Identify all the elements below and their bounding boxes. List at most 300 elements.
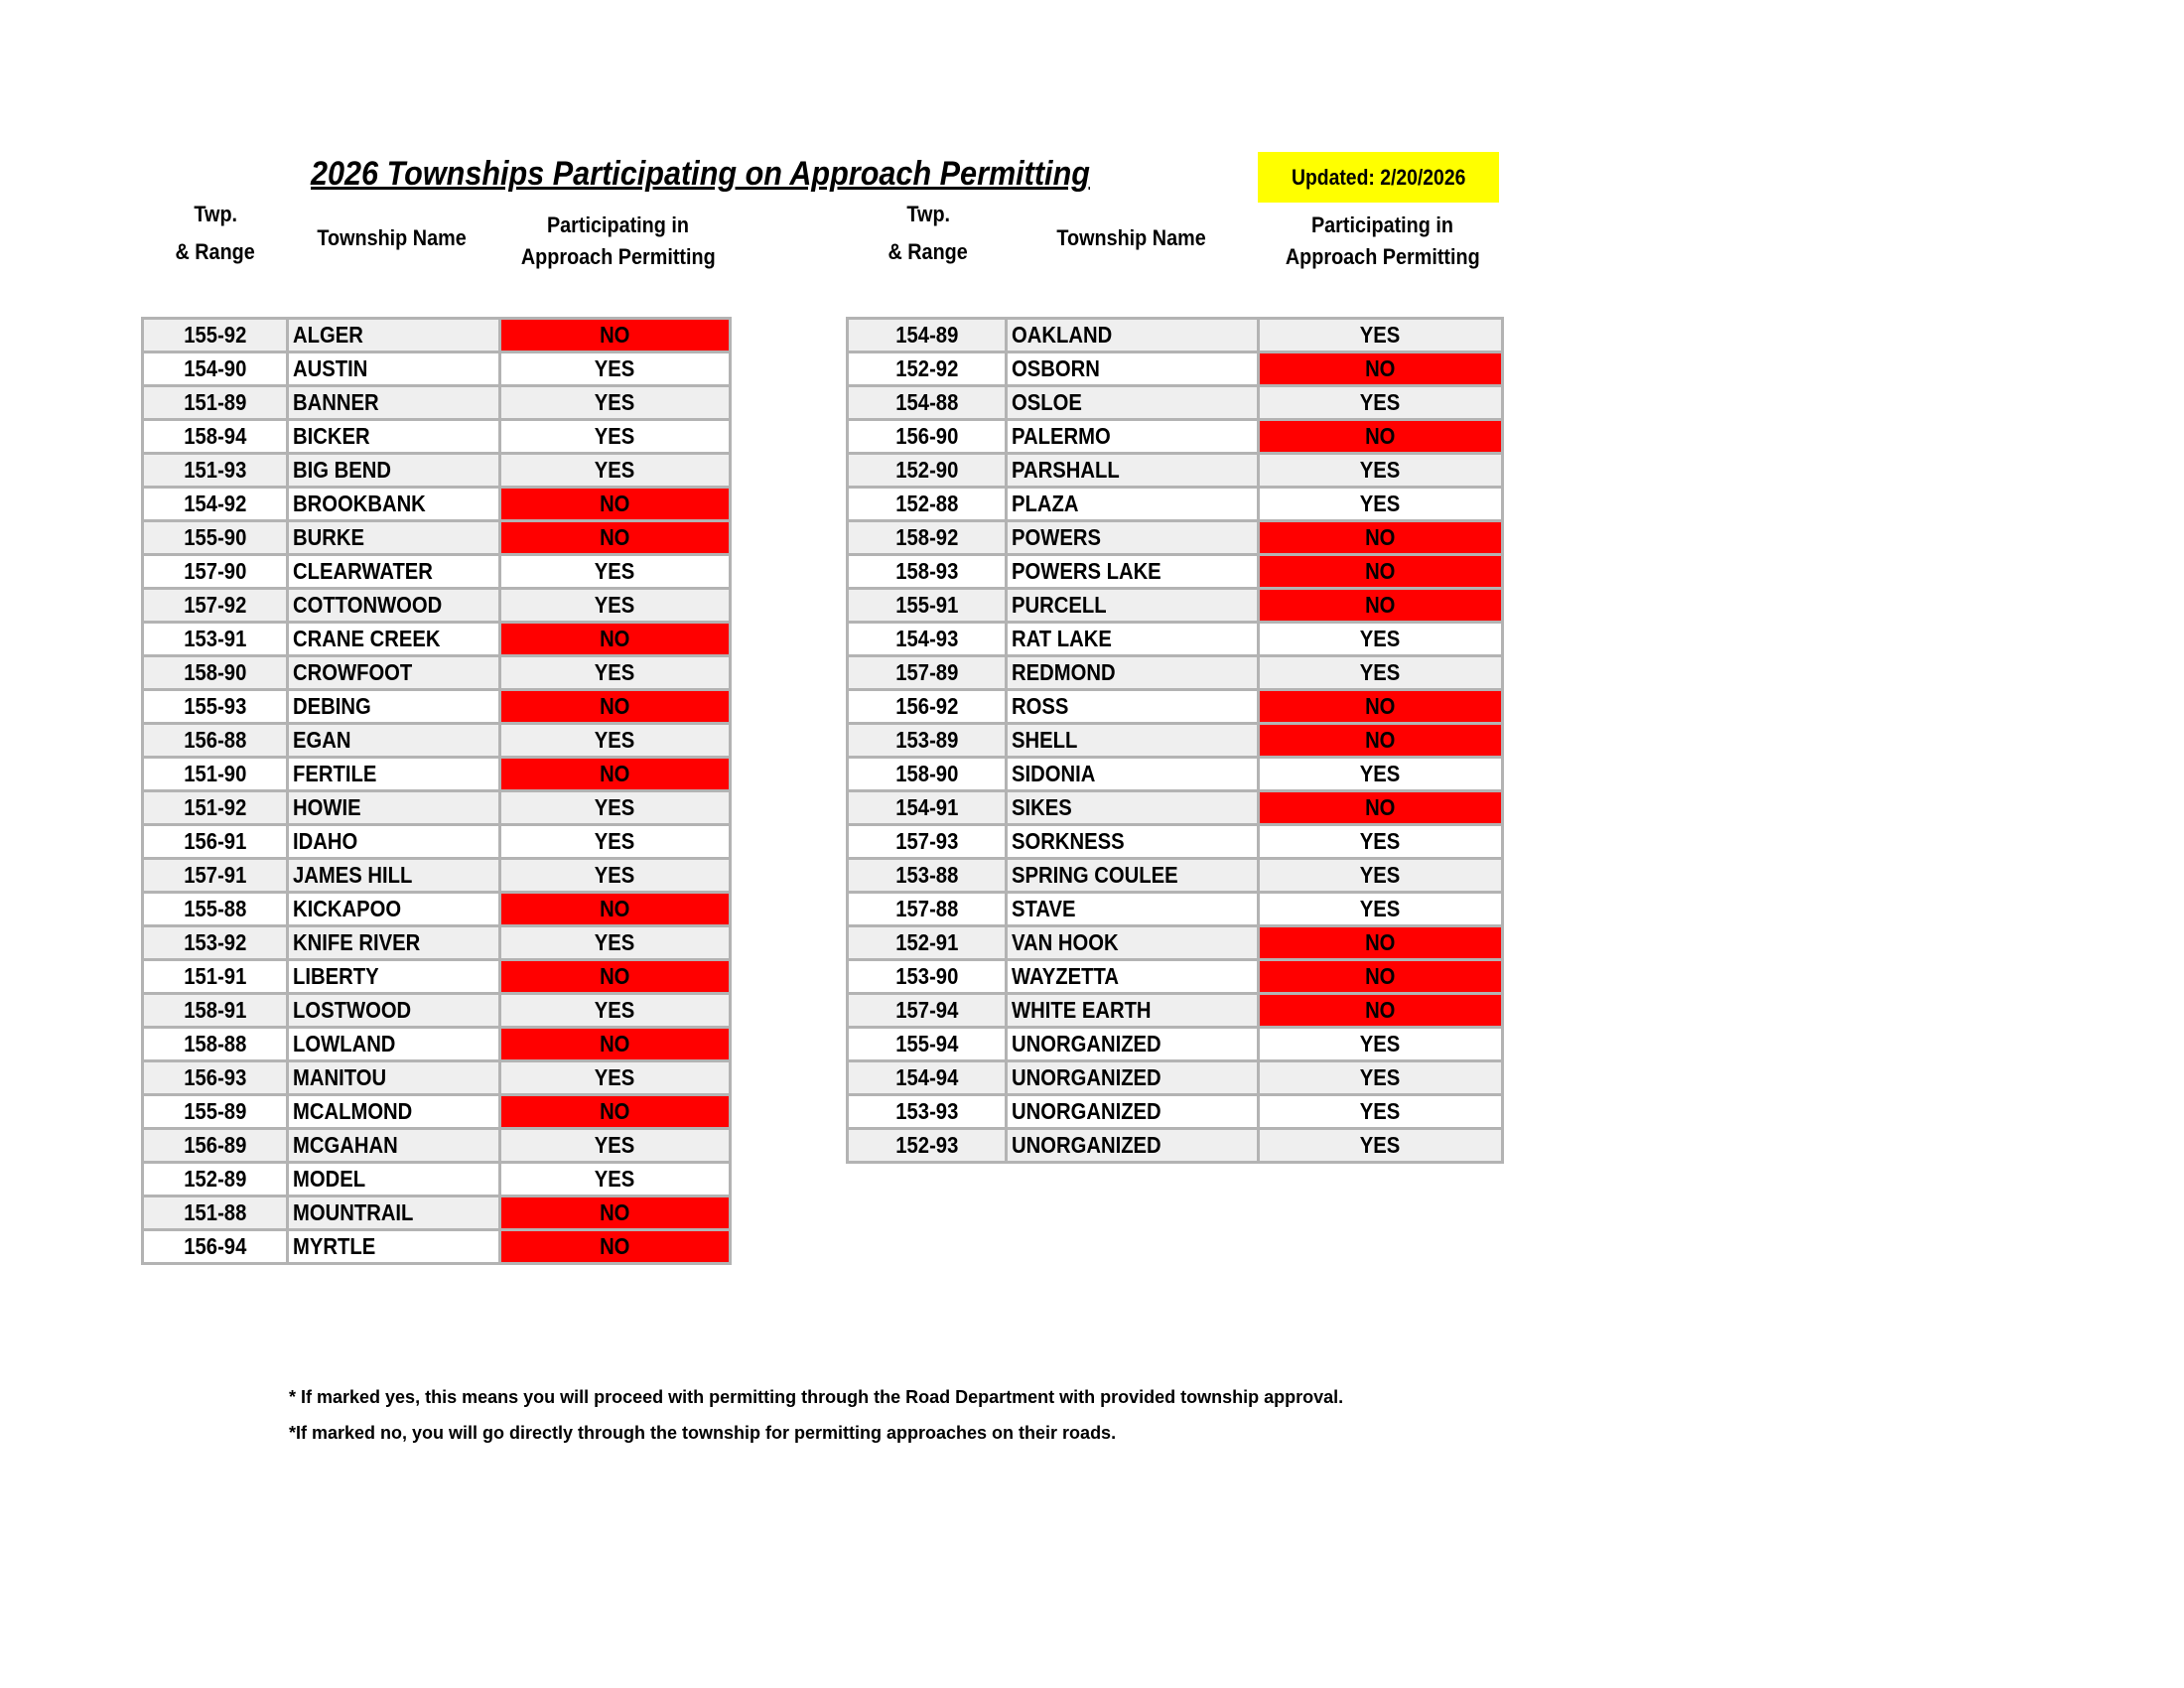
township-name: MCALMOND xyxy=(293,1098,413,1124)
township-name-cell xyxy=(288,994,500,1028)
note-no: *If marked no, you will go directly through the township for permitting approaches on their roads. xyxy=(289,1423,1117,1443)
township-range-cell xyxy=(143,791,288,825)
participation-status: NO xyxy=(600,761,630,786)
township-name-cell xyxy=(288,656,500,690)
township-name-cell xyxy=(1007,926,1259,960)
township-range-cell xyxy=(143,825,288,859)
participation-status: YES xyxy=(595,558,635,584)
township-name-cell xyxy=(1007,1129,1259,1163)
township-name-cell xyxy=(1007,791,1259,825)
left-header-part-line2: Approach Permitting xyxy=(520,244,716,269)
right-header-twp xyxy=(862,202,995,265)
participation-status-cell xyxy=(500,859,731,893)
participation-status: YES xyxy=(595,1166,635,1192)
participation-status: YES xyxy=(1360,828,1401,854)
participation-status-cell xyxy=(1259,960,1503,994)
township-name: PARSHALL xyxy=(1012,457,1120,483)
table-row xyxy=(143,521,731,555)
participation-status-cell xyxy=(500,1129,731,1163)
participation-status-cell xyxy=(500,319,731,352)
township-range: 156-91 xyxy=(183,828,247,854)
township-name-cell xyxy=(1007,1095,1259,1129)
table-row xyxy=(143,555,731,589)
township-range: 158-91 xyxy=(183,997,247,1023)
township-name-cell xyxy=(288,926,500,960)
township-name: MYRTLE xyxy=(293,1233,376,1259)
table-row xyxy=(143,589,731,623)
township-range-cell xyxy=(848,893,1007,926)
township-range-cell xyxy=(848,1028,1007,1061)
township-name: PURCELL xyxy=(1012,592,1107,618)
participation-status: YES xyxy=(595,929,635,955)
township-name-cell xyxy=(288,386,500,420)
township-name: MODEL xyxy=(293,1166,366,1192)
township-name: KICKAPOO xyxy=(293,896,402,921)
township-name-cell xyxy=(1007,893,1259,926)
table-row xyxy=(848,319,1503,352)
participation-status: YES xyxy=(595,1064,635,1090)
participation-status: YES xyxy=(1360,1031,1401,1056)
township-range: 158-88 xyxy=(183,1031,247,1056)
township-name-cell xyxy=(1007,352,1259,386)
township-name-cell xyxy=(288,488,500,521)
participation-status: NO xyxy=(600,1199,630,1225)
township-name-cell xyxy=(1007,960,1259,994)
participation-status-cell xyxy=(500,791,731,825)
township-name-cell xyxy=(1007,319,1259,352)
township-range-cell xyxy=(143,319,288,352)
township-name: VAN HOOK xyxy=(1012,929,1119,955)
participation-status: NO xyxy=(1365,727,1396,753)
right-header-name: Township Name xyxy=(1056,225,1207,250)
township-name: SPRING COULEE xyxy=(1012,862,1178,888)
right-header-part xyxy=(1261,210,1504,273)
participation-status: YES xyxy=(595,659,635,685)
township-range: 157-89 xyxy=(894,659,959,685)
township-name: EGAN xyxy=(293,727,351,753)
participation-status: NO xyxy=(1365,355,1396,381)
township-range-cell xyxy=(848,420,1007,454)
township-range-cell xyxy=(143,859,288,893)
participation-status: YES xyxy=(1360,761,1401,786)
participation-status-cell xyxy=(500,926,731,960)
township-name: CLEARWATER xyxy=(293,558,433,584)
participation-status: YES xyxy=(595,1132,635,1158)
table-row xyxy=(848,758,1503,791)
table-row xyxy=(848,791,1503,825)
township-name: UNORGANIZED xyxy=(1012,1132,1161,1158)
participation-status-cell xyxy=(500,960,731,994)
township-name-cell xyxy=(1007,859,1259,893)
participation-status-cell xyxy=(1259,1028,1503,1061)
township-range: 158-94 xyxy=(183,423,247,449)
table-row xyxy=(143,420,731,454)
table-row xyxy=(848,1095,1503,1129)
township-name: MCGAHAN xyxy=(293,1132,398,1158)
township-name: UNORGANIZED xyxy=(1012,1031,1161,1056)
township-name-cell xyxy=(1007,623,1259,656)
township-name-cell xyxy=(288,791,500,825)
updated-date: Updated: 2/20/2026 xyxy=(1291,164,1466,190)
township-range: 152-92 xyxy=(894,355,959,381)
township-range-cell xyxy=(143,758,288,791)
participation-status: YES xyxy=(1360,389,1401,415)
participation-status-cell xyxy=(1259,690,1503,724)
table-row xyxy=(848,893,1503,926)
township-range: 154-92 xyxy=(183,491,247,516)
participation-status-cell xyxy=(500,724,731,758)
table-row xyxy=(848,656,1503,690)
township-range: 151-89 xyxy=(183,389,247,415)
participation-status-cell xyxy=(1259,623,1503,656)
left-header-twp-line2: & Range xyxy=(175,239,256,264)
township-range: 155-89 xyxy=(183,1098,247,1124)
participation-status: NO xyxy=(600,1031,630,1056)
township-range: 156-92 xyxy=(894,693,959,719)
table-row xyxy=(143,859,731,893)
township-range: 151-93 xyxy=(183,457,247,483)
township-name: SHELL xyxy=(1012,727,1078,753)
township-range: 153-90 xyxy=(894,963,959,989)
township-name-cell xyxy=(1007,690,1259,724)
township-range-cell xyxy=(143,960,288,994)
township-name-cell xyxy=(288,420,500,454)
township-name-cell xyxy=(288,724,500,758)
participation-status-cell xyxy=(500,420,731,454)
participation-status-cell xyxy=(1259,386,1503,420)
township-range-cell xyxy=(143,521,288,555)
participation-status-cell xyxy=(1259,926,1503,960)
township-name-cell xyxy=(288,1028,500,1061)
township-range-cell xyxy=(848,488,1007,521)
participation-status: NO xyxy=(1365,693,1396,719)
table-row xyxy=(143,319,731,352)
township-name-cell xyxy=(288,555,500,589)
township-range: 155-92 xyxy=(183,322,247,348)
right-header-twp-line2: & Range xyxy=(887,239,969,264)
page-title: 2026 Townships Participating on Approach Permitting xyxy=(311,155,1090,193)
township-range: 152-91 xyxy=(894,929,959,955)
table-row xyxy=(143,386,731,420)
township-range-cell xyxy=(143,1061,288,1095)
left-header-twp xyxy=(149,202,282,265)
participation-status: NO xyxy=(1365,592,1396,618)
left-header-part xyxy=(501,210,735,273)
table-row xyxy=(143,623,731,656)
township-name-cell xyxy=(1007,825,1259,859)
township-name: OAKLAND xyxy=(1012,322,1113,348)
township-name: WHITE EARTH xyxy=(1012,997,1152,1023)
participation-status-cell xyxy=(1259,454,1503,488)
township-range: 152-88 xyxy=(894,491,959,516)
table-row xyxy=(848,960,1503,994)
participation-status-cell xyxy=(500,386,731,420)
township-range: 158-92 xyxy=(894,524,959,550)
township-name-cell xyxy=(288,623,500,656)
township-name-cell xyxy=(288,589,500,623)
township-range-cell xyxy=(143,1196,288,1230)
township-name: FERTILE xyxy=(293,761,377,786)
township-range-cell xyxy=(143,1163,288,1196)
participation-status: YES xyxy=(595,592,635,618)
township-name: OSBORN xyxy=(1012,355,1100,381)
township-name: SORKNESS xyxy=(1012,828,1125,854)
participation-status-cell xyxy=(1259,656,1503,690)
township-range-cell xyxy=(848,859,1007,893)
table-row xyxy=(848,386,1503,420)
participation-status: YES xyxy=(1360,862,1401,888)
township-range-cell xyxy=(848,758,1007,791)
township-range: 156-89 xyxy=(183,1132,247,1158)
table-row xyxy=(143,1028,731,1061)
participation-status-cell xyxy=(500,1028,731,1061)
participation-status-cell xyxy=(1259,758,1503,791)
township-name: PALERMO xyxy=(1012,423,1111,449)
township-range-cell xyxy=(143,420,288,454)
participation-status-cell xyxy=(1259,994,1503,1028)
right-township-table xyxy=(846,317,1504,1164)
table-row xyxy=(848,994,1503,1028)
table-row xyxy=(143,758,731,791)
table-row xyxy=(143,1095,731,1129)
township-range: 156-93 xyxy=(183,1064,247,1090)
township-range: 157-94 xyxy=(894,997,959,1023)
right-header-part-line2: Approach Permitting xyxy=(1285,244,1480,269)
township-range: 157-90 xyxy=(183,558,247,584)
township-name-cell xyxy=(288,352,500,386)
participation-status-cell xyxy=(500,1061,731,1095)
township-name-cell xyxy=(1007,420,1259,454)
township-name: POWERS xyxy=(1012,524,1101,550)
table-row xyxy=(143,724,731,758)
table-row xyxy=(848,454,1503,488)
participation-status: NO xyxy=(600,626,630,651)
table-row xyxy=(143,1230,731,1264)
township-name-cell xyxy=(1007,724,1259,758)
participation-status: YES xyxy=(1360,322,1401,348)
township-name-cell xyxy=(1007,1061,1259,1095)
participation-status-cell xyxy=(500,623,731,656)
participation-status: YES xyxy=(595,862,635,888)
table-row xyxy=(848,1028,1503,1061)
township-name: STAVE xyxy=(1012,896,1076,921)
participation-status-cell xyxy=(1259,555,1503,589)
township-range: 154-94 xyxy=(894,1064,959,1090)
township-range-cell xyxy=(143,994,288,1028)
participation-status-cell xyxy=(1259,791,1503,825)
table-row xyxy=(848,825,1503,859)
participation-status-cell xyxy=(1259,352,1503,386)
township-range-cell xyxy=(143,1028,288,1061)
township-name-cell xyxy=(1007,589,1259,623)
township-name-cell xyxy=(288,319,500,352)
township-range: 154-93 xyxy=(894,626,959,651)
township-name-cell xyxy=(288,521,500,555)
table-row xyxy=(848,1061,1503,1095)
township-name: AUSTIN xyxy=(293,355,368,381)
table-row xyxy=(848,420,1503,454)
table-row xyxy=(143,926,731,960)
participation-status-cell xyxy=(500,1095,731,1129)
township-range: 153-92 xyxy=(183,929,247,955)
township-name-cell xyxy=(1007,1028,1259,1061)
table-row xyxy=(848,690,1503,724)
participation-status-cell xyxy=(500,521,731,555)
township-range-cell xyxy=(848,960,1007,994)
township-name: COTTONWOOD xyxy=(293,592,443,618)
participation-status: NO xyxy=(1365,963,1396,989)
participation-status-cell xyxy=(500,1196,731,1230)
township-name: CROWFOOT xyxy=(293,659,413,685)
township-range: 154-88 xyxy=(894,389,959,415)
township-range: 157-92 xyxy=(183,592,247,618)
participation-status-cell xyxy=(500,994,731,1028)
participation-status: YES xyxy=(1360,1132,1401,1158)
township-range-cell xyxy=(143,690,288,724)
township-range-cell xyxy=(848,352,1007,386)
township-range: 155-93 xyxy=(183,693,247,719)
township-range-cell xyxy=(848,1095,1007,1129)
township-name-cell xyxy=(288,1163,500,1196)
participation-status-cell xyxy=(1259,893,1503,926)
table-row xyxy=(143,1196,731,1230)
participation-status-cell xyxy=(500,1230,731,1264)
township-range: 154-91 xyxy=(894,794,959,820)
table-row xyxy=(143,1163,731,1196)
participation-status: NO xyxy=(1365,794,1396,820)
township-range-cell xyxy=(848,926,1007,960)
township-range: 153-89 xyxy=(894,727,959,753)
participation-status: YES xyxy=(595,794,635,820)
township-name-cell xyxy=(1007,521,1259,555)
township-name: LIBERTY xyxy=(293,963,379,989)
participation-status: NO xyxy=(1365,929,1396,955)
township-name: BICKER xyxy=(293,423,370,449)
table-row xyxy=(143,791,731,825)
participation-status: YES xyxy=(1360,896,1401,921)
township-range: 153-93 xyxy=(894,1098,959,1124)
township-name: WAYZETTA xyxy=(1012,963,1119,989)
township-name: BROOKBANK xyxy=(293,491,426,516)
township-range: 156-90 xyxy=(894,423,959,449)
township-name-cell xyxy=(288,893,500,926)
township-range-cell xyxy=(848,724,1007,758)
participation-status: YES xyxy=(595,828,635,854)
table-row xyxy=(143,488,731,521)
township-range: 151-91 xyxy=(183,963,247,989)
table-row xyxy=(143,994,731,1028)
participation-status-cell xyxy=(500,690,731,724)
participation-status-cell xyxy=(500,454,731,488)
participation-status: YES xyxy=(595,997,635,1023)
participation-status: YES xyxy=(595,423,635,449)
township-name: LOSTWOOD xyxy=(293,997,412,1023)
township-range: 158-90 xyxy=(894,761,959,786)
township-range-cell xyxy=(143,926,288,960)
township-name-cell xyxy=(288,825,500,859)
township-name: ROSS xyxy=(1012,693,1069,719)
township-range-cell xyxy=(848,589,1007,623)
table-row xyxy=(848,589,1503,623)
participation-status: NO xyxy=(600,1233,630,1259)
township-range: 152-90 xyxy=(894,457,959,483)
participation-status: YES xyxy=(595,727,635,753)
participation-status-cell xyxy=(1259,859,1503,893)
township-range-cell xyxy=(848,656,1007,690)
township-range-cell xyxy=(143,1230,288,1264)
township-range: 154-89 xyxy=(894,322,959,348)
township-name: SIDONIA xyxy=(1012,761,1096,786)
township-name: ALGER xyxy=(293,322,363,348)
participation-status: NO xyxy=(600,693,630,719)
participation-status-cell xyxy=(1259,724,1503,758)
participation-status: NO xyxy=(600,524,630,550)
township-range: 157-91 xyxy=(183,862,247,888)
participation-status-cell xyxy=(1259,488,1503,521)
left-header-twp-line1: Twp. xyxy=(194,202,237,226)
township-name: CRANE CREEK xyxy=(293,626,441,651)
township-range-cell xyxy=(848,454,1007,488)
township-name: IDAHO xyxy=(293,828,358,854)
participation-status-cell xyxy=(1259,1095,1503,1129)
township-range: 158-93 xyxy=(894,558,959,584)
township-range: 151-88 xyxy=(183,1199,247,1225)
township-name: MANITOU xyxy=(293,1064,387,1090)
township-range: 155-94 xyxy=(894,1031,959,1056)
participation-status-cell xyxy=(500,488,731,521)
participation-status: YES xyxy=(595,457,635,483)
participation-status: YES xyxy=(1360,491,1401,516)
participation-status-cell xyxy=(1259,825,1503,859)
township-range-cell xyxy=(143,1095,288,1129)
participation-status: NO xyxy=(1365,997,1396,1023)
township-range: 156-88 xyxy=(183,727,247,753)
township-range-cell xyxy=(143,893,288,926)
township-range: 158-90 xyxy=(183,659,247,685)
township-range: 151-90 xyxy=(183,761,247,786)
township-name: PLAZA xyxy=(1012,491,1079,516)
township-name: BURKE xyxy=(293,524,364,550)
participation-status-cell xyxy=(500,589,731,623)
township-range-cell xyxy=(143,352,288,386)
table-row xyxy=(848,724,1503,758)
participation-status-cell xyxy=(1259,1129,1503,1163)
township-range: 153-91 xyxy=(183,626,247,651)
township-name-cell xyxy=(1007,994,1259,1028)
table-row xyxy=(848,859,1503,893)
township-name-cell xyxy=(1007,488,1259,521)
township-name: BIG BEND xyxy=(293,457,391,483)
left-township-table xyxy=(141,317,732,1265)
updated-badge xyxy=(1258,152,1499,203)
participation-status: NO xyxy=(600,491,630,516)
participation-status: YES xyxy=(1360,626,1401,651)
township-range: 155-88 xyxy=(183,896,247,921)
township-range: 151-92 xyxy=(183,794,247,820)
township-range: 152-93 xyxy=(894,1132,959,1158)
township-name: SIKES xyxy=(1012,794,1072,820)
participation-status: NO xyxy=(1365,423,1396,449)
township-name-cell xyxy=(288,1129,500,1163)
township-range-cell xyxy=(848,825,1007,859)
township-name-cell xyxy=(288,1230,500,1264)
township-range-cell xyxy=(143,488,288,521)
township-range: 154-90 xyxy=(183,355,247,381)
township-name-cell xyxy=(288,1061,500,1095)
left-header-part-line1: Participating in xyxy=(546,212,690,237)
township-range-cell xyxy=(848,319,1007,352)
township-range-cell xyxy=(143,454,288,488)
